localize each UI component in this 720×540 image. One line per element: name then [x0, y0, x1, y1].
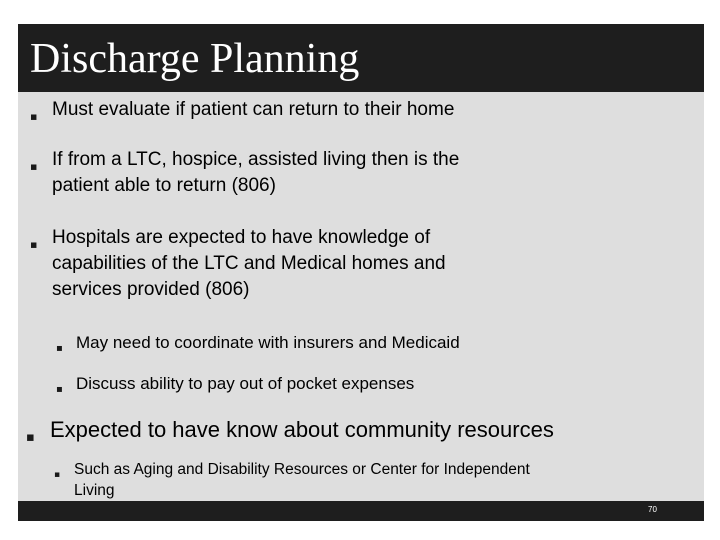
sub-bullet-item [56, 331, 460, 354]
bullet-item [30, 225, 446, 303]
footer-bar [18, 501, 704, 521]
bullet-text: Living [74, 482, 115, 499]
bullet-text: Expected to have know about community resources [50, 417, 554, 442]
bullet-item [30, 147, 459, 199]
bullet-marker-icon: ▪ [30, 110, 38, 123]
bullet-marker-icon: ▪ [56, 343, 63, 354]
sub-bullet-item [54, 459, 530, 501]
page-number: 70 [648, 505, 657, 514]
bullet-text: patient able to return (806) [52, 175, 276, 196]
bullet-marker-icon: ▪ [26, 430, 35, 445]
bullet-text: Must evaluate if patient can return to their home [52, 99, 455, 120]
bullet-marker-icon: ▪ [56, 384, 63, 395]
bullet-marker-icon: ▪ [30, 160, 38, 173]
bullet-item [30, 97, 454, 123]
bullet-text: If from a LTC, hospice, assisted living then is the [52, 149, 460, 170]
bullet-marker-icon: ▪ [54, 470, 61, 480]
bullet-text: Such as Aging and Disability Resources or Center for Independent [74, 461, 530, 478]
slide [18, 24, 704, 521]
bullet-text: May need to coordinate with insurers and Medicaid [76, 333, 460, 352]
bullet-text: services provided (806) [52, 279, 250, 300]
slide-title: Discharge Planning [30, 36, 360, 82]
bullet-text: Hospitals are expected to have knowledge of [52, 227, 431, 248]
bullet-item [26, 415, 554, 445]
bullet-marker-icon: ▪ [30, 238, 38, 251]
bullet-text: Discuss ability to pay out of pocket expenses [76, 374, 415, 393]
title-bar [18, 24, 704, 92]
sub-bullet-item [56, 372, 414, 395]
bullet-text: capabilities of the LTC and Medical homes and [52, 253, 446, 274]
